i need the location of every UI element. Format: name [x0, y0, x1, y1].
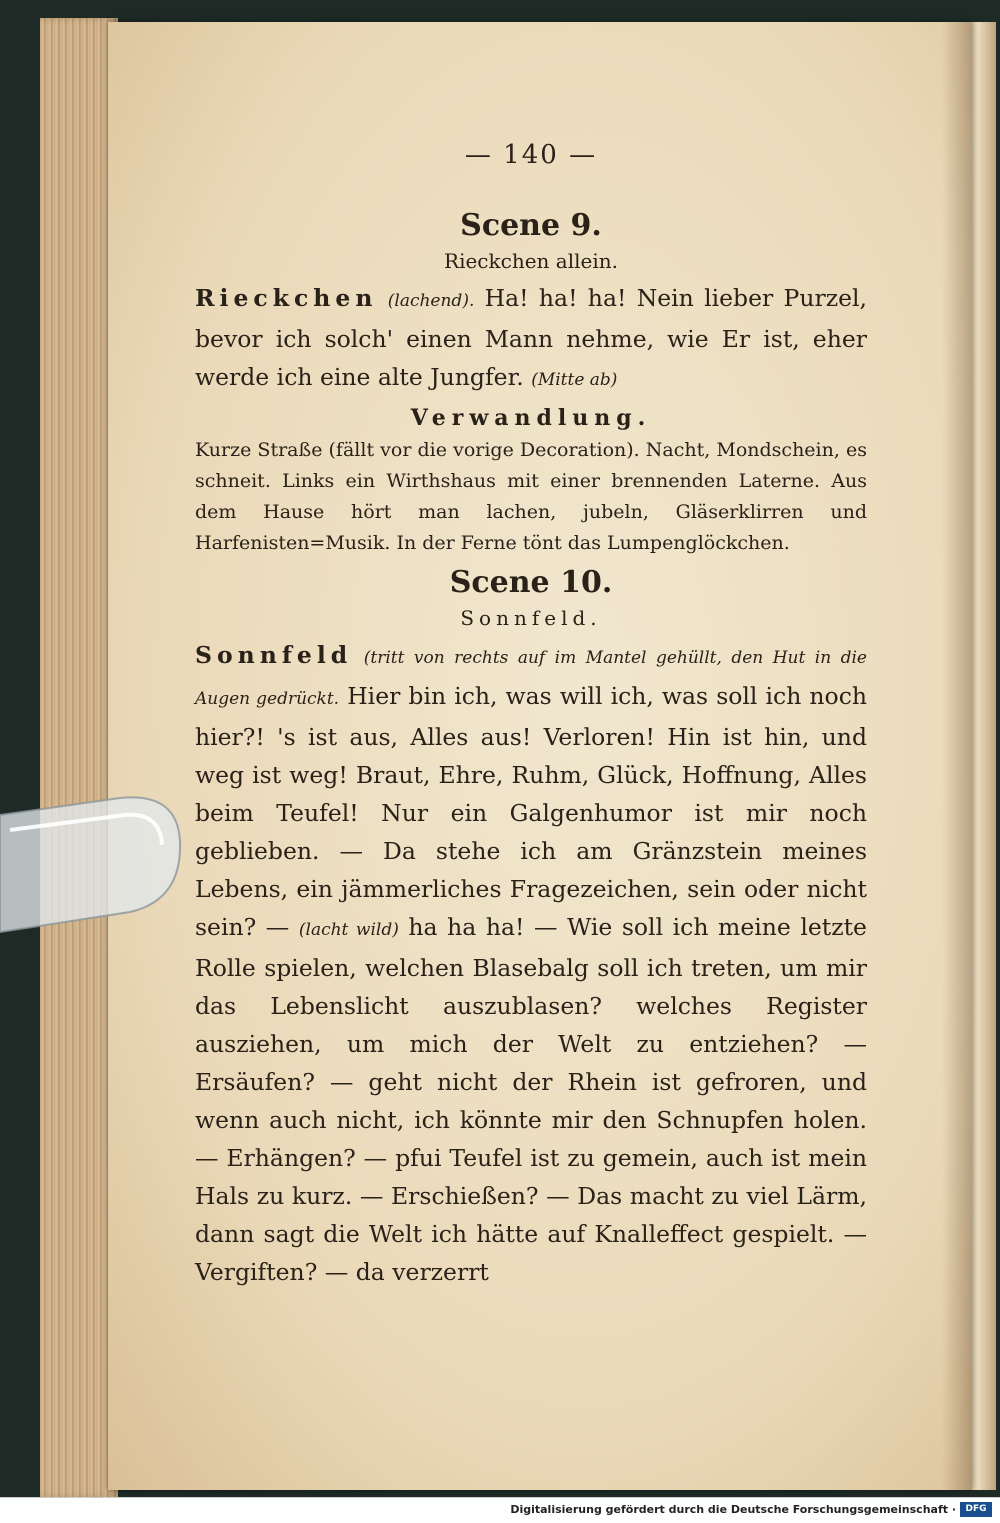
speaker-rieckchen: Rieckchen [195, 284, 378, 312]
scene-10-title: Scene 10. [449, 565, 613, 600]
transformation-heading: Verwandlung. [410, 405, 652, 431]
speech-text: Ha! ha! ha! Nein lieber Purzel, bevor ich solch' einen Mann nehme, wie Er ist, eher werde ich eine alte Jungfer. [195, 284, 867, 391]
scene-10-cast: Sonnfeld. [460, 606, 602, 630]
stage-direction: (tritt von rechts auf im Mantel gehüllt, den Hut in die Augen gedrückt. [195, 648, 867, 709]
scene-10-speech [195, 636, 867, 1291]
page-content [195, 140, 867, 1291]
scene-9-speech [195, 279, 867, 399]
funding-credit: Digitalisierung gefördert durch die Deutsche Forschungsgemeinschaft · [510, 1503, 956, 1516]
stage-direction: (lachend). [387, 291, 475, 311]
stage-direction: (lacht wild) [298, 920, 399, 940]
footer-bar [0, 1497, 1000, 1523]
speech-text: Hier bin ich, was will ich, was soll ich noch hier?! 's ist aus, Alles aus! Verloren! Hin ist hin, und weg ist weg! Braut, Ehre, Ruhm, Glück, Hoffnung, Alles beim Teufel! Nur ein Galgenhumor ist mir noch geblieben. — Da stehe ich am Gränzstein meines Lebens, ein jämmerliches Fragezeichen, sein oder nicht sein? — [195, 682, 867, 941]
scene-9-title: Scene 9. [460, 208, 602, 243]
stage-direction: (Mitte ab) [531, 370, 618, 390]
page-clip [0, 790, 190, 940]
speaker-sonnfeld: Sonnfeld [195, 641, 353, 669]
page-number: — 140 — [464, 140, 598, 170]
page-edges-left [40, 18, 118, 1498]
transformation-description: Kurze Straße (fällt vor die vorige Decoration). Nacht, Mondschein, es schneit. Links ein Wirthshaus mit einer brennenden Laterne. Aus dem Hause hört man lachen, jubeln, Gläserklirren und Harfenisten=Musik. In der Ferne tönt das Lumpenglöckchen. [195, 439, 867, 554]
speech-text: ha ha ha! — Wie soll ich meine letzte Rolle spielen, welchen Blasebalg soll ich treten, um mir das Lebenslicht auszublasen? welches Register ausziehen, um mich der Welt zu entziehen? — Ersäufen? — geht nicht der Rhein ist gefroren, und wenn auch nicht, ich könnte mir den Schnupfen holen. — Erhängen? — pfui Teufel ist zu gemein, auch ist mein Hals zu kurz. — Erschießen? — Das macht zu viel Lärm, dann sagt die Welt ich hätte auf Knalleffect gespielt. — Vergiften? — da verzerrt [195, 913, 867, 1286]
dfg-logo: DFG [960, 1502, 992, 1517]
scene-9-cast: Rieckchen allein. [444, 249, 618, 273]
